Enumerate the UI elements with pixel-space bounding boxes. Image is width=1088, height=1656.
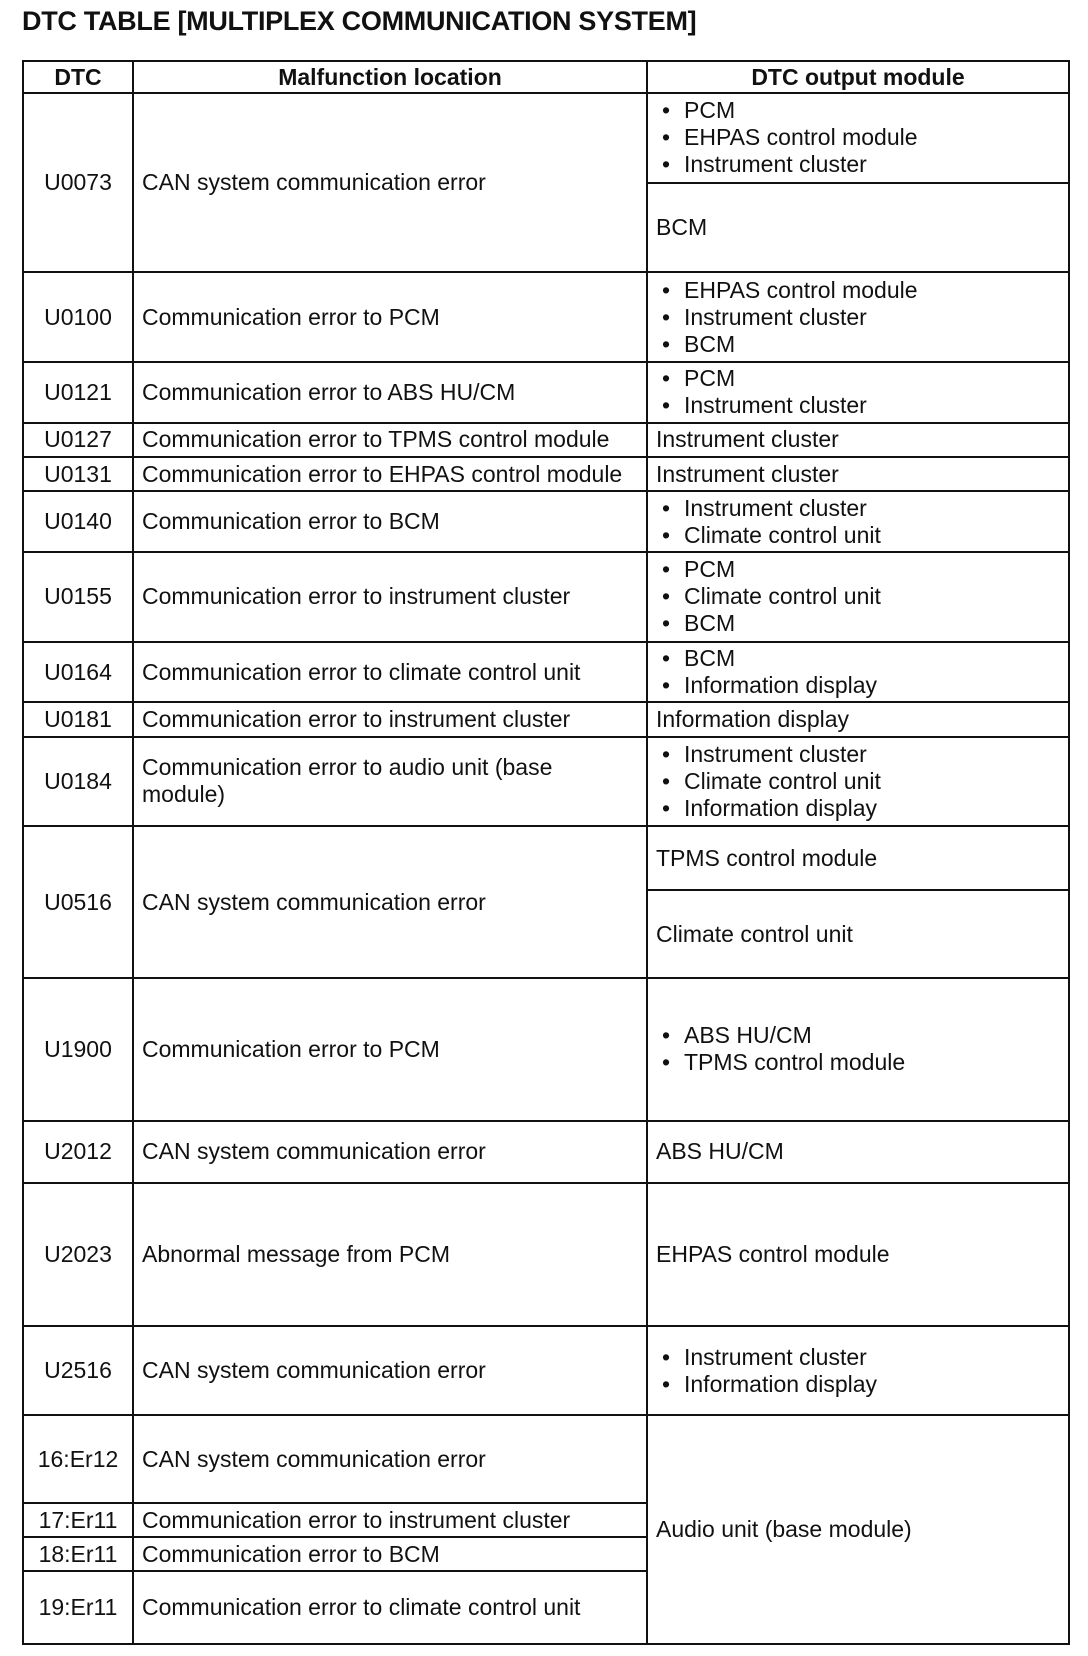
malfunction-location: CAN system communication error xyxy=(133,93,647,272)
list-item: • BCM xyxy=(684,645,1060,672)
dtc-code: 19:Er11 xyxy=(23,1571,133,1644)
table-header-row xyxy=(23,61,1069,93)
module-list xyxy=(656,277,1060,358)
table-row xyxy=(23,362,1069,423)
list-item: • EHPAS control module xyxy=(684,124,1060,151)
dtc-code: U0516 xyxy=(23,826,133,978)
dtc-code: U0100 xyxy=(23,272,133,362)
page-title: DTC TABLE [MULTIPLEX COMMUNICATION SYSTEM] xyxy=(22,6,697,36)
table-row xyxy=(23,737,1069,827)
output-module: Information display xyxy=(647,702,1069,736)
table-row xyxy=(23,642,1069,703)
table-row xyxy=(23,552,1069,642)
dtc-code: U2516 xyxy=(23,1326,133,1416)
module-list xyxy=(656,495,1060,549)
module-list xyxy=(656,556,1060,637)
malfunction-location: Communication error to BCM xyxy=(133,1537,647,1571)
dtc-code: U0073 xyxy=(23,93,133,272)
header-module: DTC output module xyxy=(647,61,1069,93)
malfunction-location: Communication error to instrument cluster xyxy=(133,552,647,642)
dtc-code: U0127 xyxy=(23,423,133,457)
dtc-code: 18:Er11 xyxy=(23,1537,133,1571)
dtc-code: U0164 xyxy=(23,642,133,703)
table-row xyxy=(23,423,1069,457)
table-row xyxy=(23,272,1069,362)
list-item: • Instrument cluster xyxy=(684,495,1060,522)
table-row xyxy=(23,1183,1069,1326)
table-row xyxy=(23,826,1069,890)
list-item: • Instrument cluster xyxy=(684,741,1060,768)
table-row xyxy=(23,457,1069,491)
malfunction-location: CAN system communication error xyxy=(133,1415,647,1503)
output-module: ABS HU/CM xyxy=(647,1121,1069,1183)
table-row xyxy=(23,702,1069,736)
output-module: Instrument cluster xyxy=(647,457,1069,491)
malfunction-location: Communication error to PCM xyxy=(133,272,647,362)
malfunction-location: CAN system communication error xyxy=(133,1121,647,1183)
list-item: • EHPAS control module xyxy=(684,277,1060,304)
malfunction-location: Communication error to instrument cluster xyxy=(133,1503,647,1537)
output-module xyxy=(647,552,1069,642)
list-item: • Climate control unit xyxy=(684,522,1060,549)
list-item: • Information display xyxy=(684,1371,1060,1398)
output-module: Instrument cluster xyxy=(647,423,1069,457)
output-module xyxy=(647,1326,1069,1416)
dtc-code: U0140 xyxy=(23,491,133,552)
module-list xyxy=(656,645,1060,699)
output-module: EHPAS control module xyxy=(647,1183,1069,1326)
output-module: TPMS control module xyxy=(647,826,1069,890)
output-module xyxy=(647,272,1069,362)
output-module: Climate control unit xyxy=(647,890,1069,978)
dtc-code: 17:Er11 xyxy=(23,1503,133,1537)
dtc-code: U2012 xyxy=(23,1121,133,1183)
output-module xyxy=(647,737,1069,827)
malfunction-location: Abnormal message from PCM xyxy=(133,1183,647,1326)
output-module xyxy=(647,491,1069,552)
output-module xyxy=(647,978,1069,1121)
malfunction-location: Communication error to PCM xyxy=(133,978,647,1121)
list-item: • Instrument cluster xyxy=(684,304,1060,331)
table-row xyxy=(23,1121,1069,1183)
header-dtc: DTC xyxy=(23,61,133,93)
table-row xyxy=(23,93,1069,183)
list-item: • BCM xyxy=(684,331,1060,358)
table-row xyxy=(23,978,1069,1121)
list-item: • PCM xyxy=(684,365,1060,392)
malfunction-location: Communication error to ABS HU/CM xyxy=(133,362,647,423)
list-item: • ABS HU/CM xyxy=(684,1022,1060,1049)
dtc-code: U0184 xyxy=(23,737,133,827)
list-item: • Instrument cluster xyxy=(684,151,1060,178)
dtc-table xyxy=(22,60,1070,1645)
module-list xyxy=(656,97,1060,178)
dtc-code: U1900 xyxy=(23,978,133,1121)
table-row xyxy=(23,491,1069,552)
malfunction-location: Communication error to instrument cluster xyxy=(133,702,647,736)
output-module xyxy=(647,362,1069,423)
list-item: • Climate control unit xyxy=(684,583,1060,610)
malfunction-location: CAN system communication error xyxy=(133,1326,647,1416)
dtc-code: U0181 xyxy=(23,702,133,736)
list-item: • Information display xyxy=(684,795,1060,822)
list-item: • PCM xyxy=(684,97,1060,124)
header-location: Malfunction location xyxy=(133,61,647,93)
output-module: Audio unit (base module) xyxy=(647,1415,1069,1644)
list-item: • TPMS control module xyxy=(684,1049,1060,1076)
module-list xyxy=(656,365,1060,419)
output-module xyxy=(647,93,1069,183)
malfunction-location: Communication error to TPMS control module xyxy=(133,423,647,457)
table-row xyxy=(23,1415,1069,1503)
malfunction-location: Communication error to climate control unit xyxy=(133,642,647,703)
module-list xyxy=(656,1344,1060,1398)
malfunction-location: Communication error to EHPAS control module xyxy=(133,457,647,491)
list-item: • Instrument cluster xyxy=(684,1344,1060,1371)
list-item: • PCM xyxy=(684,556,1060,583)
dtc-code: U0121 xyxy=(23,362,133,423)
list-item: • Instrument cluster xyxy=(684,392,1060,419)
list-item: • Information display xyxy=(684,672,1060,699)
table-row xyxy=(23,1326,1069,1416)
malfunction-location: Communication error to BCM xyxy=(133,491,647,552)
output-module xyxy=(647,642,1069,703)
dtc-code: 16:Er12 xyxy=(23,1415,133,1503)
list-item: • BCM xyxy=(684,610,1060,637)
dtc-code: U2023 xyxy=(23,1183,133,1326)
malfunction-location: CAN system communication error xyxy=(133,826,647,978)
list-item: • Climate control unit xyxy=(684,768,1060,795)
module-list xyxy=(656,1022,1060,1076)
module-list xyxy=(656,741,1060,822)
output-module: BCM xyxy=(647,183,1069,273)
malfunction-location: Communication error to audio unit (base module) xyxy=(133,737,647,827)
dtc-code: U0155 xyxy=(23,552,133,642)
dtc-code: U0131 xyxy=(23,457,133,491)
malfunction-location: Communication error to climate control unit xyxy=(133,1571,647,1644)
